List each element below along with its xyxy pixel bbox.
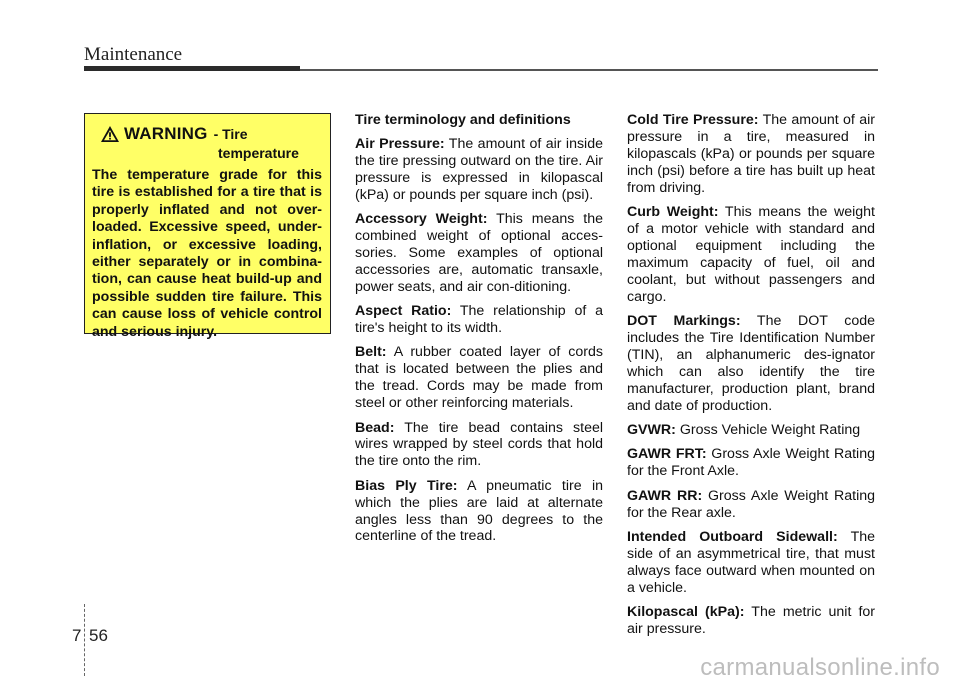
definition-entry [355,344,603,412]
definition-entry [627,112,875,197]
definition-term: Aspect Ratio: [355,303,452,320]
definition-text: A rubber coated layer of cords that is located between the plies and the tread. Cords may be made from steel or other reinforcing materials. [355,344,603,412]
definition-term: DOT Markings: [627,312,741,329]
definition-entry [355,136,603,204]
definition-text: The DOT code includes the Tire Identification Number (TIN), an alphanumeric des-ignator which can also identify the tire manufacturer, production plant, brand and date of production. [627,312,875,414]
warning-topic-line2: temperature [218,145,299,161]
warning-box [84,113,331,340]
definition-entry [627,204,875,305]
warning-heading [92,124,322,144]
warning-body: The temperature grade for this tire is established for a tire that is properly inflated and not over-loaded. Excessive speed, under-inflation, or excessive loading, either separately or in combina-tion, can cause heat build-up and possible sudden tire failure. This can cause loss of vehicle control and serious injury. [92,167,322,340]
definition-term: GVWR: [627,421,676,438]
definition-text: The relationship of a tire's height to its width. [355,303,603,336]
definition-term: Bead: [355,419,395,436]
definition-entry [627,422,875,439]
definition-text: This means the weight of a motor vehicle with standard and optional equipment including the maximum capacity of fuel, oil and coolant, but without passengers and cargo. [627,204,876,305]
page-number: 56 [89,626,108,645]
definition-entry [355,420,603,471]
definition-text: Gross Axle Weight Rating for the Rear axle. [627,487,876,521]
definition-text: The amount of air inside the tire pressing outward on the tire. Air pressure is expressed in kilopascal (kPa) or pounds per square inch (psi). [355,135,603,203]
definition-term: Belt: [355,344,387,361]
definition-text: The side of an asymmetrical tire, that must always face outward when mounted on a vehicle. [627,528,876,596]
right-column [627,112,875,645]
definition-term: Accessory Weight: [355,211,488,228]
definition-text: The tire bead contains steel wires wrapped by steel cords that hold the tire onto the rim. [355,419,604,470]
warning-label: WARNING [124,124,208,143]
definition-text: Gross Axle Weight Rating for the Front Axle. [627,446,875,480]
definition-text: The metric unit for air pressure. [627,604,876,637]
definition-term: GAWR RR: [627,487,703,504]
definition-list-middle [355,136,603,545]
definition-term: Air Pressure: [355,135,445,152]
definition-list-right [627,112,875,638]
watermark: carmanualsonline.info [700,654,940,681]
definition-term: GAWR FRT: [627,446,707,463]
column-heading: Tire terminology and definitions [355,112,571,128]
middle-column [355,112,603,553]
definition-entry [355,211,603,296]
definition-entry [627,313,875,414]
footer-divider [84,604,85,676]
definition-text: A pneumatic tire in which the plies are laid at alternate angles less than 90 degrees to the centerline of the tread. [355,477,603,545]
warning-topic-line1: - Tire [213,126,248,142]
definition-text: Gross Vehicle Weight Rating [679,421,861,438]
header-rule-thin [300,69,878,71]
definition-term: Cold Tire Pressure: [627,112,759,128]
section-title: Maintenance [84,44,183,65]
definition-entry [627,529,875,597]
header-rule-thick [84,66,300,71]
chapter-number: 7 [72,626,82,645]
definition-entry [355,303,603,337]
definition-text: This means the combined weight of optional acces-sories. Some examples of optional accessories are, automatic transaxle, power seats, and air con-ditioning. [355,211,604,295]
definition-entry [627,488,875,522]
definition-term: Intended Outboard Sidewall: [627,528,838,545]
definition-text: The amount of air pressure in a tire, measured in kilopascals (kPa) or pounds per square inch (psi) before a tire has built up heat from driving. [627,112,875,196]
definition-entry [627,446,875,480]
definition-term: Kilopascal (kPa): [627,604,745,621]
definition-entry [627,604,875,638]
definition-term: Bias Ply Tire: [355,477,458,494]
warning-triangle-icon [100,125,120,143]
definition-term: Curb Weight: [627,204,719,221]
definition-entry [355,478,603,546]
